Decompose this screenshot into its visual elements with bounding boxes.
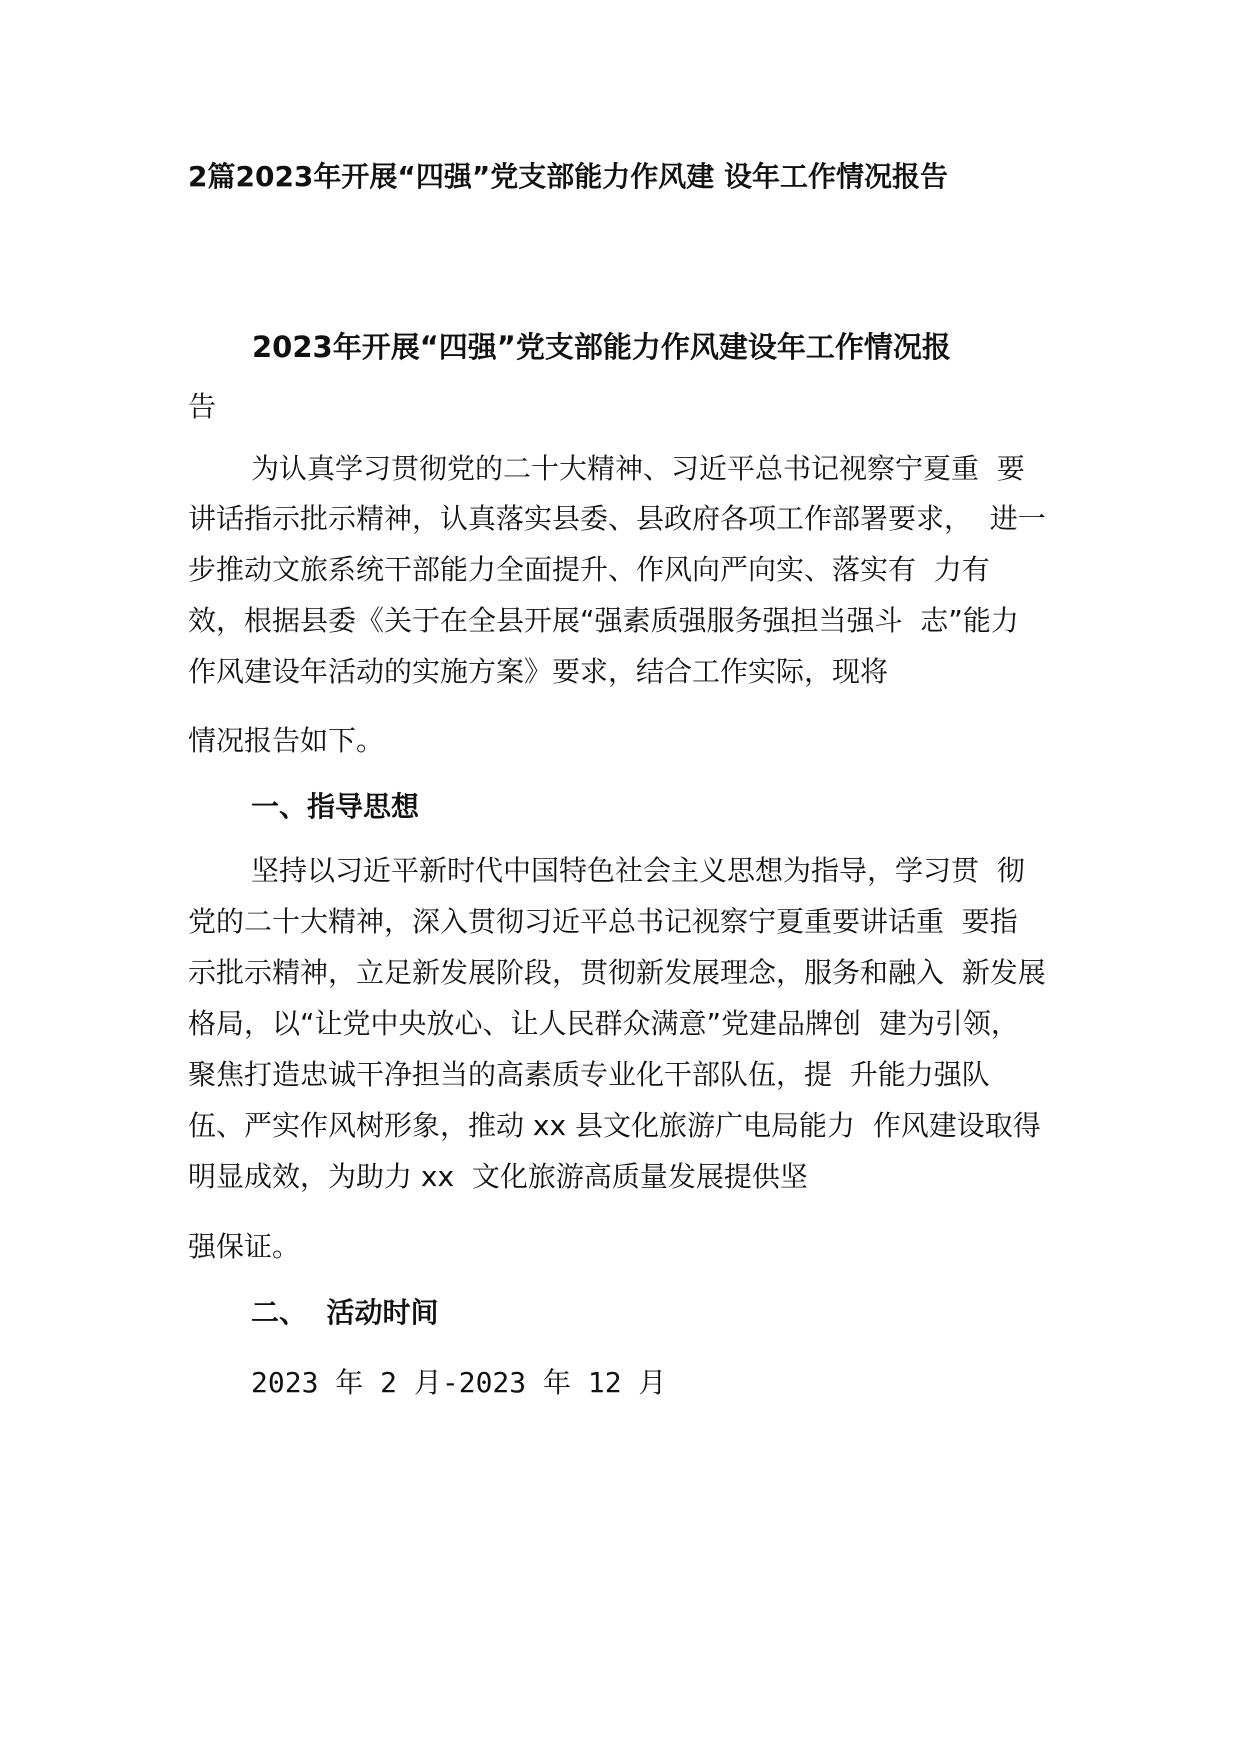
intro-paragraph-line: 步推动文旅系统干部能力全面提升、作风向严向实、落实有 力有: [188, 553, 990, 586]
section1-paragraph-tail: 强保证。: [188, 1230, 301, 1263]
section1-paragraph-line: 示批示精神，立足新发展阶段，贯彻新发展理念，服务和融入 新发展: [188, 956, 1046, 989]
intro-paragraph-line: 作风建设年活动的实施方案》要求，结合工作实际，现将: [188, 655, 889, 688]
section-heading-guiding-ideology: 一、指导思想: [251, 790, 420, 823]
section1-paragraph-line: 坚持以习近平新时代中国特色社会主义思想为指导，学习贯 彻: [251, 854, 1025, 887]
section1-paragraph-line: 党的二十大精神，深入贯彻习近平总书记视察宁夏重要讲话重 要指: [188, 905, 1018, 938]
section1-paragraph-line: 格局，以“让党中央放心、让人民群众满意”党建品牌创 建为引领，: [188, 1007, 1019, 1040]
section1-paragraph-line: 伍、严实作风树形象，推动 xx 县文化旅游广电局能力 作风建设取得: [188, 1109, 1041, 1142]
intro-paragraph-line: 效，根据县委《关于在全县开展“强素质强服务强担当强斗 志”能力: [188, 604, 1019, 637]
document-title: 2篇2023年开展“四强”党支部能力作风建 设年工作情况报告: [188, 160, 948, 193]
report-title: 2023年开展“四强”党支部能力作风建设年工作情况报: [252, 330, 951, 364]
section1-paragraph-line: 明显成效，为助力 xx 文化旅游高质量发展提供坚: [188, 1160, 808, 1193]
intro-paragraph-line: 讲话指示批示精神，认真落实县委、县政府各项工作部署要求， 进一: [188, 502, 1046, 535]
intro-paragraph-tail: 情况报告如下。: [188, 724, 385, 757]
intro-paragraph-line: 为认真学习贯彻党的二十大精神、习近平总书记视察宁夏重 要: [251, 452, 1025, 485]
section1-paragraph-line: 聚焦打造忠诚干净担当的高素质专业化干部队伍，提 升能力强队: [188, 1058, 990, 1091]
activity-time-range: 2023 年 2 月-2023 年 12 月: [251, 1366, 667, 1399]
section-heading-activity-time: 二、 活动时间: [251, 1296, 439, 1329]
report-title-continuation: 告: [188, 390, 217, 423]
